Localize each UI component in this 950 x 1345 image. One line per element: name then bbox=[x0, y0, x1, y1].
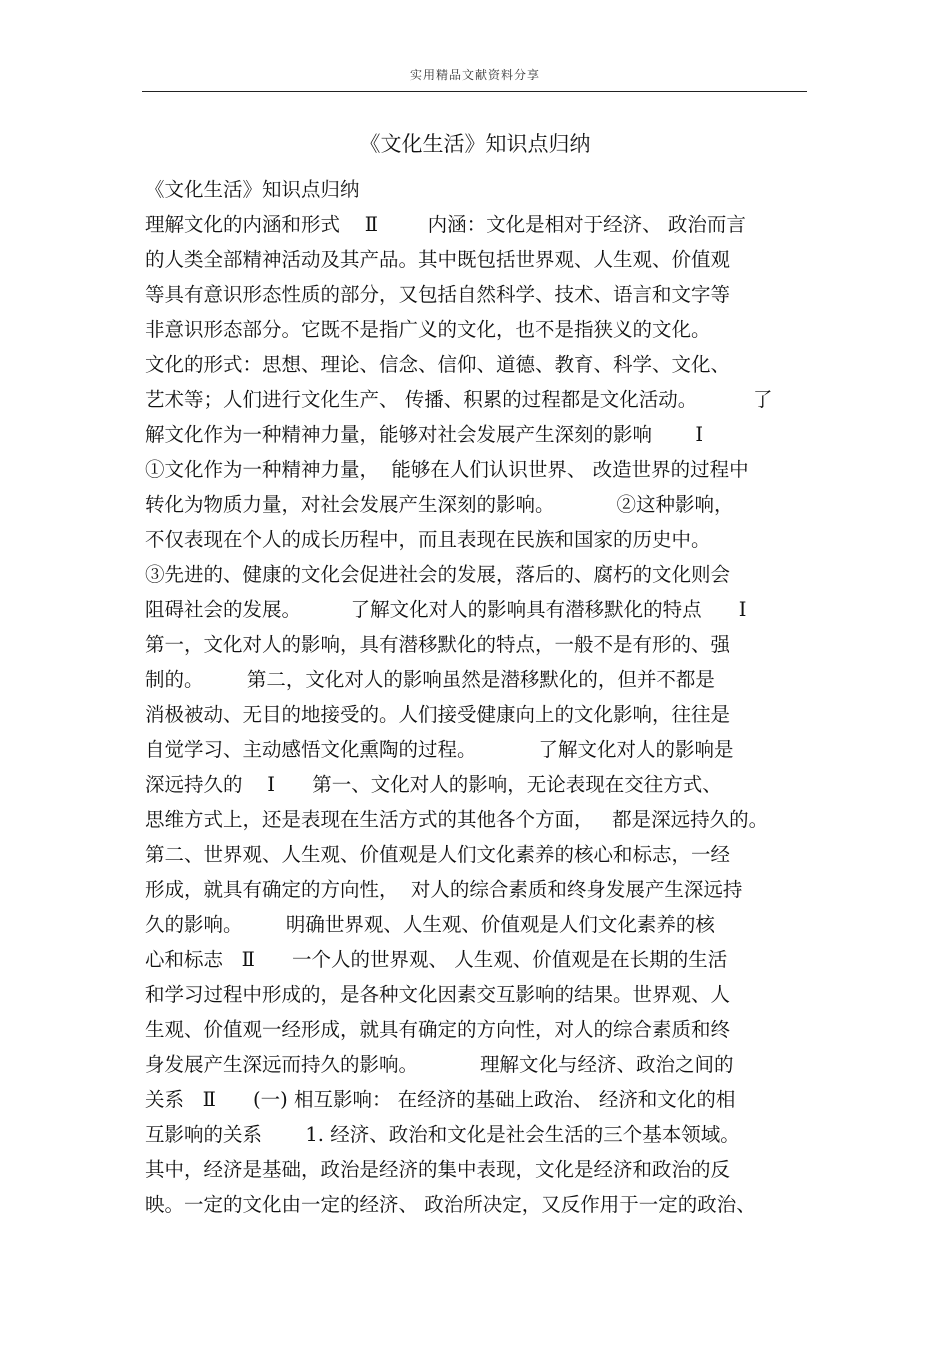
text-line: 深远持久的 Ⅰ 第一、文化对人的影响，无论表现在交往方式、 bbox=[145, 773, 722, 796]
text-line: 互影响的关系 1. 经济、政治和文化是社会生活的三个基本领域。 bbox=[145, 1123, 740, 1146]
text-line: 形成，就具有确定的方向性， 对人的综合素质和终身发展产生深远持 bbox=[145, 878, 743, 901]
text-line: 转化为物质力量，对社会发展产生深刻的影响。 ②这种影响， bbox=[145, 493, 734, 516]
text-line: 艺术等；人们进行文化生产、 传播、积累的过程都是文化活动。 了 bbox=[145, 388, 773, 411]
text-line: 关系 Ⅱ (一) 相互影响： 在经济的基础上政治、 经济和文化的相 bbox=[145, 1088, 736, 1111]
text-line: 第二、世界观、人生观、价值观是人们文化素养的核心和标志，一经 bbox=[145, 843, 731, 866]
text-line: 等具有意识形态性质的部分，又包括自然科学、技术、语言和文字等 bbox=[145, 283, 731, 306]
page-header: 实用精品文献资料分享 bbox=[409, 68, 540, 82]
text-line: 的人类全部精神活动及其产品。其中既包括世界观、人生观、价值观 bbox=[145, 248, 731, 271]
text-line: 消极被动、无目的地接受的。人们接受健康向上的文化影响，往往是 bbox=[145, 703, 731, 726]
text-line: 理解文化的内涵和形式 Ⅱ 内涵：文化是相对于经济、 政治而言 bbox=[145, 213, 746, 236]
text-line: 第一，文化对人的影响，具有潜移默化的特点，一般不是有形的、强 bbox=[145, 633, 731, 656]
text-line: 不仅表现在个人的成长历程中，而且表现在民族和国家的历史中。 bbox=[145, 528, 711, 551]
text-line: 和学习过程中形成的，是各种文化因素交互影响的结果。世界观、人 bbox=[145, 983, 731, 1006]
text-line: 身发展产生深远而持久的影响。 理解文化与经济、政治之间的 bbox=[145, 1053, 734, 1076]
text-line: ①文化作为一种精神力量， 能够在人们认识世界、 改造世界的过程中 bbox=[145, 458, 749, 481]
text-line: 自觉学习、主动感悟文化熏陶的过程。 了解文化对人的影响是 bbox=[145, 738, 734, 761]
body-text bbox=[145, 172, 807, 1222]
text-line: 制的。 第二，文化对人的影响虽然是潜移默化的，但并不都是 bbox=[145, 668, 715, 691]
text-line: 生观、价值观一经形成，就具有确定的方向性，对人的综合素质和终 bbox=[145, 1018, 731, 1041]
document-title: 《文化生活》知识点归纳 bbox=[359, 132, 591, 156]
text-line: 久的影响。 明确世界观、人生观、价值观是人们文化素养的核 bbox=[145, 913, 715, 936]
text-line: 其中，经济是基础，政治是经济的集中表现，文化是经济和政治的反 bbox=[145, 1158, 731, 1181]
text-line: 心和标志 Ⅱ 一个人的世界观、 人生观、价值观是在长期的生活 bbox=[145, 948, 728, 971]
text-line: 《文化生活》知识点归纳 bbox=[145, 178, 360, 201]
text-line: 解文化作为一种精神力量，能够对社会发展产生深刻的影响 Ⅰ bbox=[145, 423, 704, 446]
text-line: 思维方式上，还是表现在生活方式的其他各个方面， 都是深远持久的。 bbox=[145, 808, 769, 831]
text-line: 文化的形式：思想、理论、信念、信仰、道德、教育、科学、文化、 bbox=[145, 353, 731, 376]
header-divider bbox=[142, 91, 807, 92]
text-line: ③先进的、健康的文化会促进社会的发展，落后的、腐朽的文化则会 bbox=[145, 563, 731, 586]
text-line: 非意识形态部分。它既不是指广义的文化，也不是指狭义的文化。 bbox=[145, 318, 711, 341]
text-line: 映。一定的文化由一定的经济、 政治所决定，又反作用于一定的政治、 bbox=[145, 1193, 756, 1216]
text-line: 阻碍社会的发展。 了解文化对人的影响具有潜移默化的特点 Ⅰ bbox=[145, 598, 747, 621]
